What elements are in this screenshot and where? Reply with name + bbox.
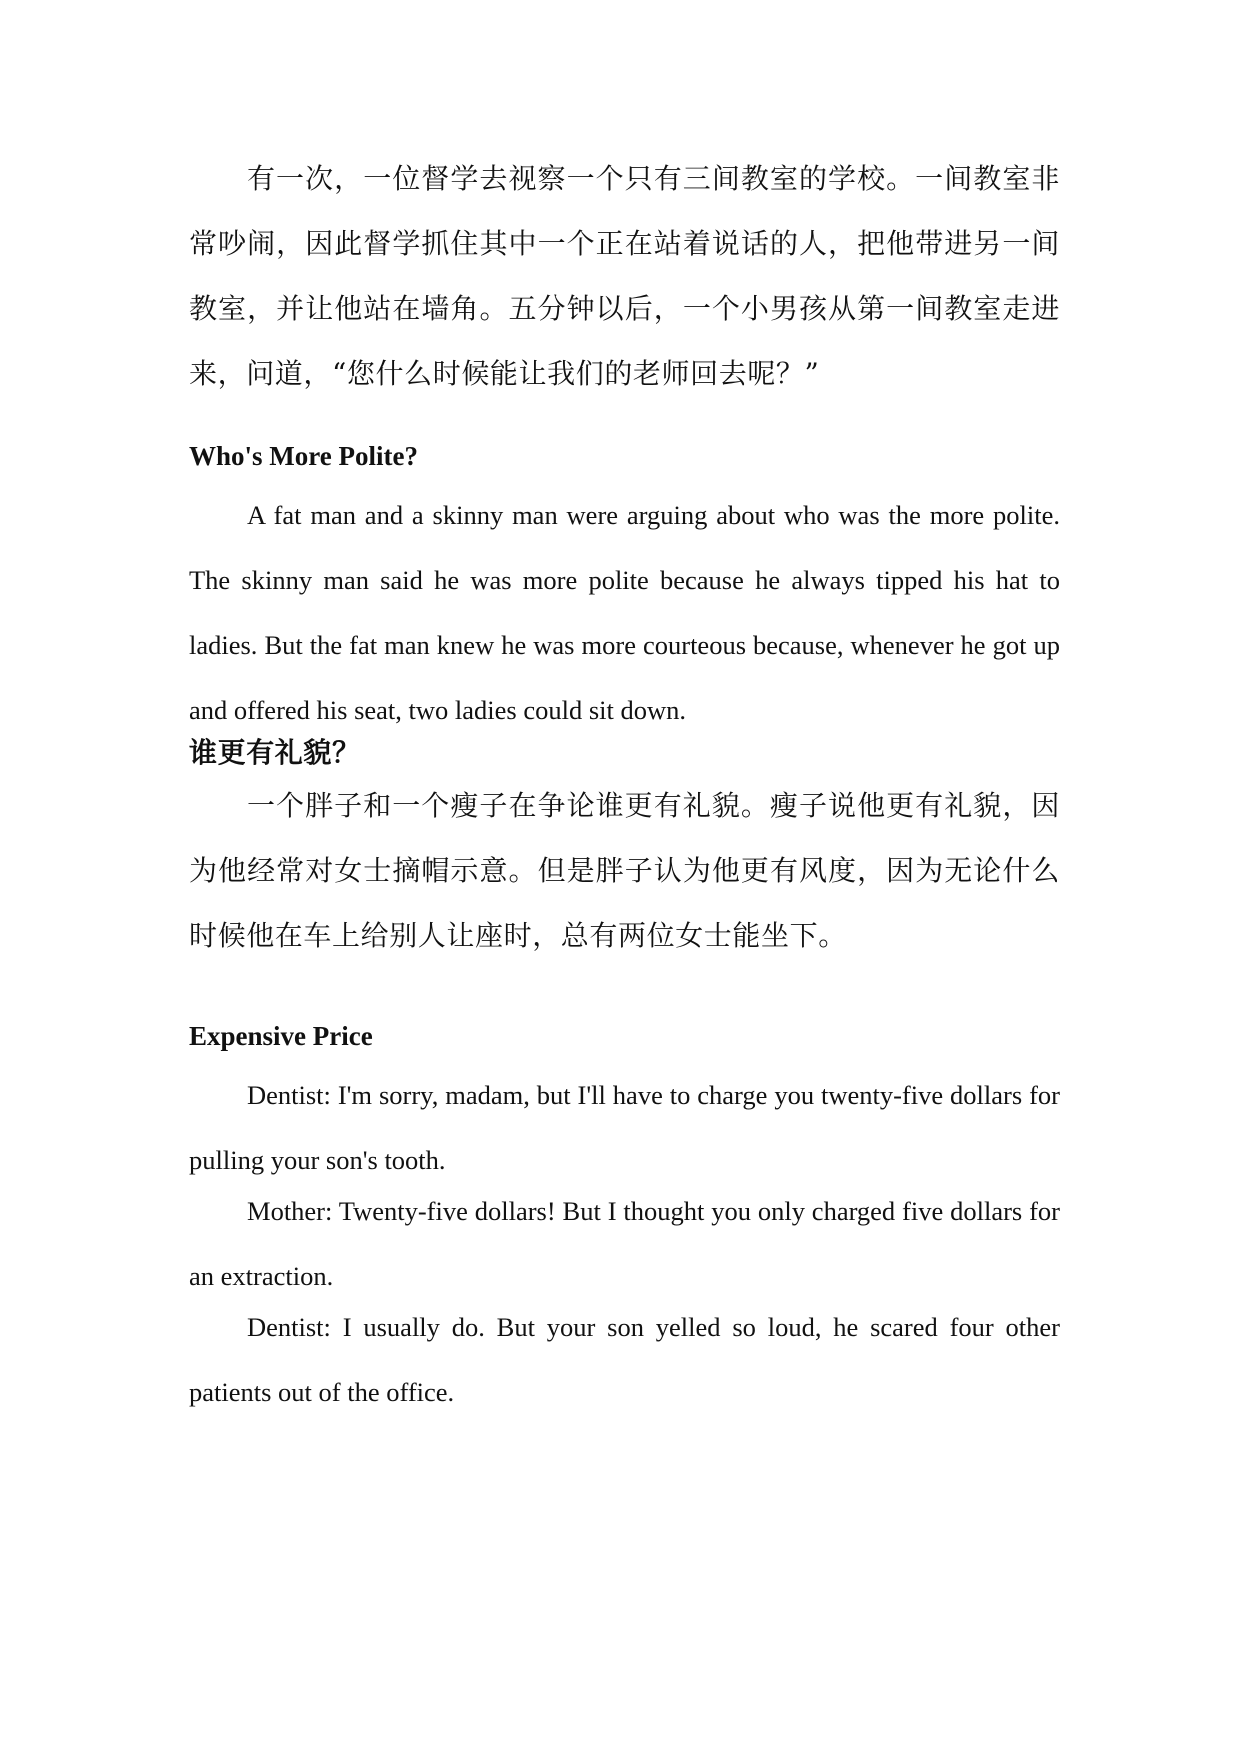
story2-title: Who's More Polite? [189,441,418,471]
story2-en-paragraph: A fat man and a skinny man were arguing about who was the more polite. The skinny man said he was more polite because he always tipped his hat to ladies. But the fat man knew he was more courteous because, whenever he got up and offered his seat, two ladies could sit down. [189,500,1060,725]
story1-cn-paragraph: 有一次，一位督学去视察一个只有三间教室的学校。一间教室非常吵闹，因此督学抓住其中一个正在站着说话的人，把他带进另一间教室，并让他站在墙角。五分钟以后，一个小男孩从第一间教室走进来，问道，“您什么时候能让我们的老师回去呢？” [189,162,1060,390]
story3-dialogue-line: Dentist: I usually do. But your son yelled so loud, he scared four other patients out of the office. [189,1312,1060,1407]
story2-cn-title: 谁更有礼貌？ [189,736,361,769]
story2-cn-paragraph: 一个胖子和一个瘦子在争论谁更有礼貌。瘦子说他更有礼貌，因为他经常对女士摘帽示意。但是胖子认为他更有风度，因为无论什么时候他在车上给别人让座时，总有两位女士能坐下。 [189,789,1060,952]
story3-dialogue-line: Dentist: I'm sorry, madam, but I'll have to charge you twenty-five dollars for pulling your son's tooth. [189,1080,1060,1175]
story3-title: Expensive Price [189,1021,373,1051]
story3-dialogue-line: Mother: Twenty-five dollars! But I thought you only charged five dollars for an extraction. [189,1196,1060,1291]
